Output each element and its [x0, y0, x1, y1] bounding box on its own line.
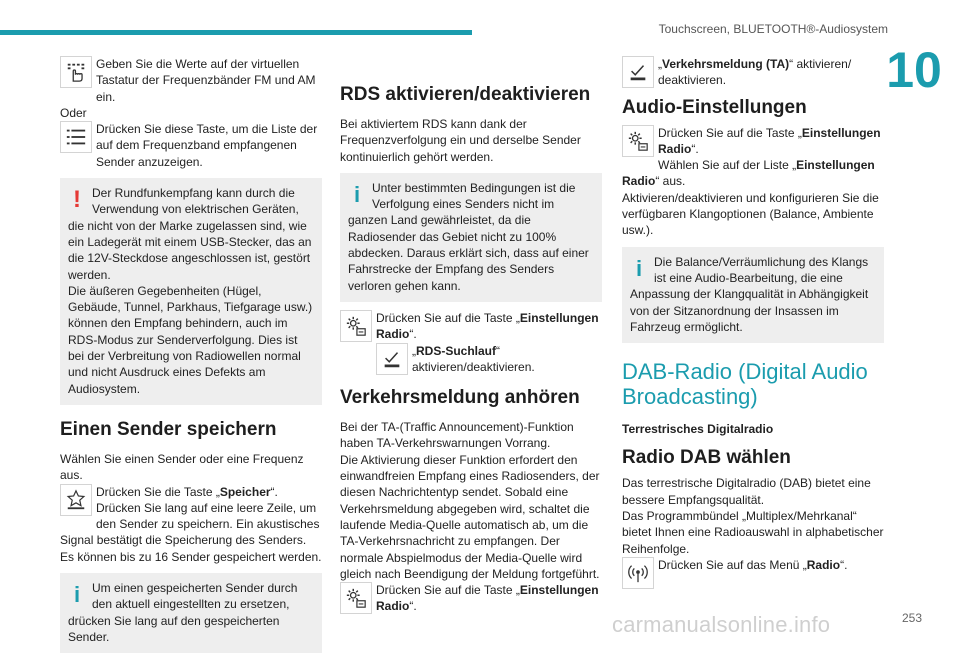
text-p2: Drücken Sie diese Taste, um die Liste der auf dem Frequenzband empfangenen Sender anzuzeigen.	[96, 122, 318, 169]
text-oder: Oder	[60, 105, 87, 120]
text-audio-p4: Aktivieren/deaktivieren und konfigurieren Sie die verfügbaren Klangoptionen (Balance, Ambiente usw.).	[622, 190, 879, 238]
heading-traffic: Verkehrsmeldung anhören	[340, 387, 580, 409]
text-rds-p2-pre: Drücken Sie auf die Taste „	[376, 310, 520, 325]
info-note-save	[60, 573, 322, 653]
radio-menu-icon	[622, 557, 654, 589]
info-text-audio: Die Balance/Verräumlichung des Klangs ist eine Audio-Bearbeitung, die eine Anpassung der Klangqualität in Abhängigkeit von der Sitzanordnung der Insassen im Fahrzeug ermöglicht.	[630, 254, 869, 334]
text-dab-p7-pre: Drücken Sie auf das Menü „	[658, 557, 807, 572]
rds-settings-instruction	[340, 310, 602, 343]
text-audio-p3-post: “ aus.	[655, 174, 686, 189]
save-instruction	[60, 484, 322, 500]
text-rds-p3	[412, 344, 535, 374]
text-rds-p1: Bei aktiviertem RDS kann dank der Frequenzverfolgung ein und derselbe Sender kontinuierlich gehört werden.	[340, 117, 581, 164]
text-rds-p2-bold: Einstellungen Radio	[376, 310, 599, 342]
text-dab-p7-post: “.	[840, 557, 848, 572]
text-dab-p7-bold: Radio	[806, 557, 841, 572]
info-text-rds: Unter bestimmten Bedingungen ist die Verfolgung eines Senders nicht im ganzen Land gewährleistet, da die Radiosender das Gebiet nicht zu 100% abdecken. Daraus erklärt sich, dass auf einer Fahrstrecke der Empfang des Senders verloren gehen kann.	[348, 180, 589, 293]
keyboard-instruction	[60, 56, 322, 105]
list-instruction	[60, 121, 322, 170]
text-ta-p1-post: “ aktivieren/ deaktivieren.	[658, 57, 852, 88]
text-ta-p1	[658, 57, 851, 87]
text-audio-p3-bold: Einstellungen Radio	[622, 158, 875, 189]
text-p3: Wählen Sie einen Sender oder eine Frequenz aus.	[60, 451, 304, 483]
text-p4-bold: Speicher	[219, 484, 271, 499]
star-save-icon	[60, 484, 92, 516]
keyboard-hand-icon	[60, 56, 92, 88]
column-1	[60, 56, 322, 661]
text-ta-p1-bold: Verkehrsmeldung (TA)	[662, 57, 790, 71]
info-icon: i	[353, 181, 361, 207]
rds-toggle-instruction	[340, 343, 602, 376]
text-p6: Es können bis zu 16 Sender gespeichert werden.	[60, 549, 322, 564]
text-audio-p3-pre: Wählen Sie auf der Liste „	[658, 158, 797, 173]
text-rds-p2-post: “.	[409, 327, 417, 342]
heading-dab: DAB-Radio (Digital Audio Broadcasting)	[622, 359, 868, 410]
text-rds-p3-post: “ aktivieren/deaktivieren.	[412, 343, 535, 374]
column-3	[622, 56, 884, 591]
heading-rds: RDS aktivieren/deaktivieren	[340, 84, 591, 105]
text-rds-p2	[376, 311, 599, 341]
list-icon	[60, 121, 92, 153]
settings-radio-icon	[340, 310, 372, 342]
warning-text-1: Der Rundfunkempfang kann durch die Verwendung von elektrischen Geräten, die nicht von der Marke zugelassen sind, wie ein Ladegerät mit einem USB-Stecker, das an die 12V-Steckdose angeschlossen ist, gestört werden.	[68, 186, 312, 282]
text-p1: Geben Sie die Werte auf der virtuellen Tastatur der Frequenzbänder FM und AM ein.	[96, 57, 316, 104]
text-audio-p2-bold: Einstellungen Radio	[658, 125, 881, 156]
header-title: Touchscreen, BLUETOOTH®-Audiosystem	[658, 22, 888, 36]
warning-note	[60, 178, 322, 405]
text-p5: Drücken Sie lang auf eine leere Zeile, um den Sender zu speichern. Ein akustisches Signal bestätigt die Speicherung des Senders.	[60, 500, 320, 548]
settings-radio-icon	[622, 125, 654, 157]
text-traffic-p6-pre: Drücken Sie auf die Taste „	[376, 583, 520, 598]
audio-settings-instruction	[622, 125, 884, 158]
text-dab-p5: Das terrestrische Digitalradio (DAB) bietet eine bessere Empfangsqualität.	[622, 476, 871, 507]
info-text-save: Um einen gespeicherten Sender durch den aktuell eingestellten zu ersetzen, drücken Sie lang auf den gespeicherten Sender.	[68, 581, 298, 644]
heading-terrestrial: Terrestrisches Digitalradio	[622, 422, 774, 437]
traffic-settings-instruction	[340, 582, 602, 615]
text-traffic-p4: Bei der TA-(Traffic Announcement)-Funktion haben TA-Verkehrswarnungen Vorrang.	[340, 420, 574, 451]
info-note-audio	[622, 247, 884, 343]
radio-menu-instruction	[622, 557, 884, 573]
text-rds-p3-bold: RDS-Suchlauf	[416, 343, 497, 358]
checkbox-toggle-icon	[622, 56, 654, 88]
text-traffic-p6-bold: Einstellungen Radio	[376, 583, 599, 614]
text-traffic-p5: Die Aktivierung dieser Funktion erfordert den einwandfreien Empfang eines Radiosenders, der diesen Nachrichtentyp sendet. Sobald eine Verkehrsmeldung abgegeben wird, schaltet die laufende Media-Quelle automatisch ab, um die TA-Verkehrsnachricht zu empfangen. Der normale Abspielmodus der Media-Quelle wird gleich nach Beendigung der Meldung fortgeführt.	[340, 452, 600, 581]
text-audio-p2	[658, 126, 881, 156]
checkbox-toggle-icon	[376, 343, 408, 375]
info-icon: i	[635, 255, 643, 281]
text-dab-p7	[658, 558, 847, 572]
heading-dab-select: Radio DAB wählen	[622, 447, 791, 469]
info-icon: i	[73, 582, 81, 608]
heading-save-station: Einen Sender speichern	[60, 418, 277, 440]
header-accent-bar	[0, 30, 472, 35]
text-p4	[96, 485, 278, 499]
text-traffic-p6-post: “.	[409, 599, 417, 614]
column-2	[340, 70, 602, 616]
text-rds-p3-pre: „	[412, 343, 416, 358]
text-ta-p1-pre: „	[658, 57, 662, 71]
info-note-rds	[340, 173, 602, 302]
chapter-number: 10	[886, 42, 942, 98]
text-traffic-p6	[376, 583, 599, 613]
text-p4-post: “.	[270, 484, 278, 499]
text-audio-p2-pre: Drücken Sie auf die Taste „	[658, 125, 802, 140]
settings-radio-icon	[340, 582, 372, 614]
heading-audio: Audio-Einstellungen	[622, 96, 807, 118]
watermark: carmanualsonline.info	[612, 612, 831, 637]
ta-toggle-instruction	[622, 56, 884, 89]
text-p4-pre: Drücken Sie die Taste „	[96, 484, 220, 499]
text-audio-p2-post: “.	[691, 141, 699, 156]
text-audio-p3	[622, 157, 884, 190]
page-number: 253	[901, 611, 922, 625]
text-dab-p6: Das Programmbündel „Multiplex/Mehrkanal“ bietet Ihnen eine Radioauswahl in alphabetischer Reihenfolge.	[622, 509, 884, 556]
warning-text-2: Die äußeren Gegebenheiten (Hügel, Gebäude, Tunnel, Parkhaus, Tiefgarage usw.) können den Empfang behindern, auch im RDS-Modus zur Senderverfolgung. Dies ist bei der Verbreitung von Radiowellen normal und nicht Ausdruck eines Defekts am Audiosystem.	[68, 283, 313, 396]
warning-icon: !	[73, 186, 81, 214]
